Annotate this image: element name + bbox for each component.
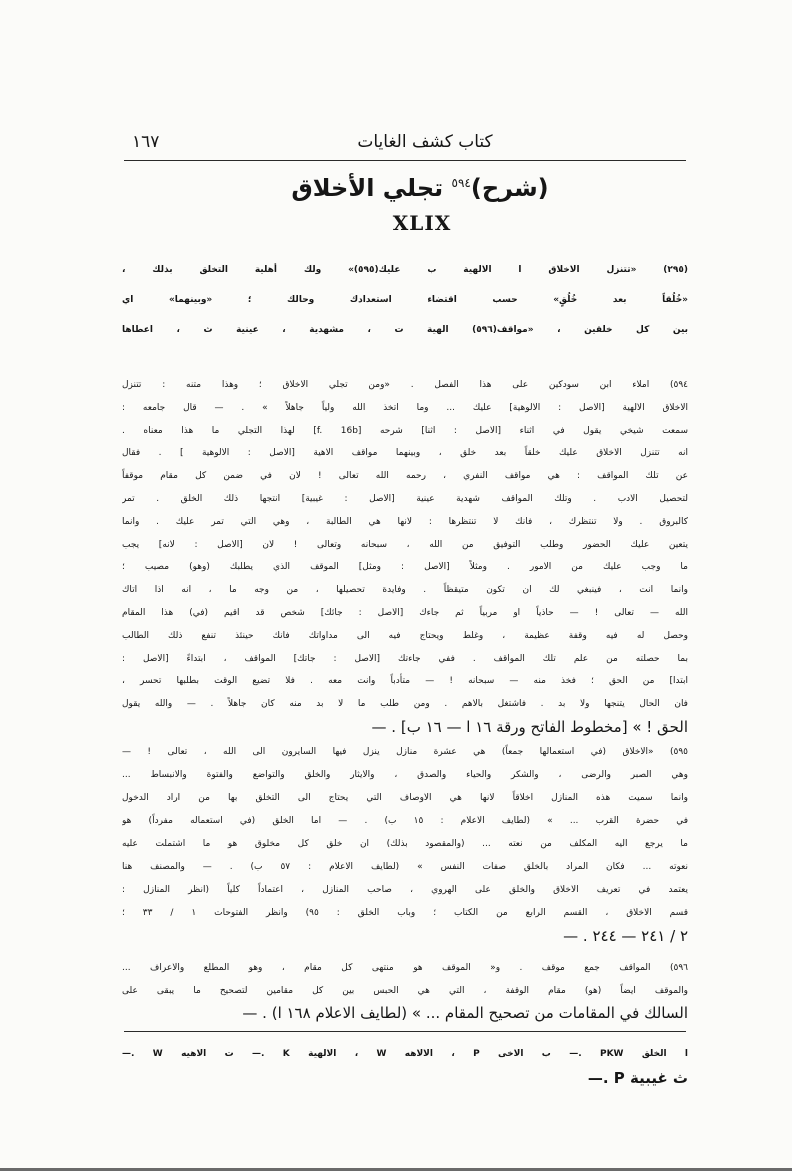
book-title: كتاب كشف الغايات [357,132,493,152]
section-title [122,170,688,206]
footnote-line: سمعت شيخي يقول في اثناء [الاصل : اثنا] شرحه [f. 16b] لهذا التجلي ما هذا معناه . [122,425,688,436]
main-text-line: «خُلُقاً بعد خُلُقٍ» حسب اقتضاء استعدادك وحالك ؛ «وبينهما» اي [122,295,688,305]
footnote-line: الاخلاق الالهية [الاصل : الالوهية] عليك ... وما اتخذ الله ولياً جاهلاً » . — قال جامعه : [122,402,688,413]
footnote-line: السالك في المقامات من تصحيح المقام ... » (لطايف الاعلام ١٦٨ ا) . — [242,1004,688,1022]
footnote-line: ٥٩٤) املاء ابن سودكين على هذا الفصل . «ومن تجلي الاخلاق ؛ وهذا متنه : تتنزل [122,380,688,390]
footnote-line: يعتمد في تعريف الاخلاق والخلق على الهروي ، صاحب المنازل ، اعتماداً كلياً (انظر المنازل : [122,885,688,895]
page-number: ١٦٧ [132,132,160,152]
footnote-line: في حضرة القرب ... » (لطايف الاعلام : ١٥ ب) . — اما الخلق (في استعماله مفرداً) هو [122,816,688,826]
variant-line: ث غيبية P .— [587,1069,688,1087]
footnote-line: الحق ! » [مخطوط الفاتح ورقة ١٦ ا — ١٦ ب] . — [371,717,688,736]
footnote-line: كالبروق . ولا تنتظرك ، فانك لا تنتظرها : لانها هي الطالبة ، وهي التي تمر عليك . وانما [122,516,688,527]
footnote-line: والموقف ايضاً (هو) مقام الوقفة ، التي هي الحبس بين كل مقامين لتصحيح ما يبقى على [122,985,688,996]
header-rule [124,160,686,161]
footnote-line: وانما انت ، فينبغي لك ان تكون متيقظاً . وفايدة تحصيلها ، من وجه ما ، انه اذا اتاك [122,585,688,596]
footnote-line: ابتدا] من الحق ؛ فخذ منه — سبحانه ! — متأدباً وانت معه . فلا تضيع الوقت بطلبها تحسر ، [122,676,688,687]
footnote-line: ما يرجع اليه المكلف من نعته ... (والمقصود بذلك) ان خلق كل مخلوق هو ما اشتملت عليه [122,839,688,849]
footnote-line: وحصل له فيه وقفة عظيمة ، وغلط ويحتاج فيه الى مداواتك فانك حينئذ تنفع ذلك الطالب [122,630,688,641]
section-roman-numeral: XLIX [392,211,452,235]
footnote-line: نعوته ... فكان المراد بالخلق صفات النفس » (لطايف الاعلام : ٥٧ ب) . — والمصنف هنا [122,862,688,872]
footnote-595 [122,741,688,948]
footnote-line: ما وجب عليك من الامور . ومثلاً [الاصل : ومثل] الموقف الذي يطلبك (وهو) مصيب ؛ [122,562,688,573]
variant-readings [122,1042,688,1090]
footnote-line: قسم الاخلاق ، القسم الرابع من الكتاب ؛ وباب الخلق : ٩٥) وانظر الفتوحات ١ / ٣٣ ؛ [122,908,688,918]
main-text-line: بين كل خلقين ، «مواقف(٥٩٦) الهية ت ، مشهدية ، عينية ث ، اعطاها [122,325,688,335]
variant-line: ا الخلق PKW .— ب الاخى P ، الالاهه W ، الالهية K .— ت الاهيه W .— [122,1049,688,1059]
footnote-596 [122,957,688,1025]
section-title-prefix: (شرح) [470,174,549,202]
footnote-line: انه تتنزل الاخلاق عليك خلقاً بعد خلق ، وبينهما مواقف الاهية [الاصل : الالوهية ] . فقال [122,448,688,459]
footnote-line: لتحصيل الادب . وتلك المواقف شهدية عينية [الاصل : غيبية] انتجها ذلك الخلق . تمر [122,493,688,504]
footnote-line: ٥٩٥) «الاخلاق (في استعمالها جمعاً) هي عشرة منازل ينزل فيها السايرون الى الله ، تعالى ! — [122,747,688,757]
footnote-line: فان الحال يتنجها ولا بد . فاشتغل بالاهم . ومن طلب ما لا بد منه كان جاهلاً . — والله يقول [122,699,688,710]
footnote-line: الله — تعالى ! — حاذياً او مربياً ثم جاءك [الاصل : جائك] شخص قد اقيم (في) هذا المقام [122,607,688,618]
running-header [122,128,688,156]
main-text-line: (٢٩٥) «تتنزل الاخلاق ا الالهية ب عليك(٥٩٥)» ولك أهلية التخلق بذلك ، [122,265,688,275]
footnote-594 [122,374,688,739]
footnote-line: عن تلك المواقف : هي مواقف النفري ، رحمه الله تعالى ! لان في ضمن كل مقام موقفاً [122,471,688,482]
footnote-line: وهي الصبر والرضى ، والشكر والحياء والصدق ، والايثار والخلق والتواضع والفتوة والانبساط ... [122,770,688,780]
section-title-footnote-ref: ٥٩٤ [451,176,471,190]
footnote-line: بما حصلته من علم تلك المواقف . ففي جاءتك [الاصل : جاتك] المواقف ، ابتداءً [الاصل : [122,653,688,664]
main-text [122,255,688,345]
section-title-text: تجلي الأخلاق [291,174,444,202]
apparatus-rule [124,1031,686,1032]
footnote-line: ٥٩٦) المواقف جمع موقف . و« الموقف هو منتهى كل مقام ، وهو المطلع والاعراف ... [122,963,688,973]
footnote-line: وانما سميت هذه المنازل اخلاقاً لانها هي الاوصاف التي يحتاج الى التخلق بها من اراد الدخول [122,793,688,803]
footnote-line: ٢ / ٢٤١ — ٢٤٤ . — [563,927,688,945]
footnote-line: يتعين عليك الحضور وطلب التوفيق من الله ، سبحانه وتعالى ! لان [الاصل : لانه] يجب [122,539,688,550]
